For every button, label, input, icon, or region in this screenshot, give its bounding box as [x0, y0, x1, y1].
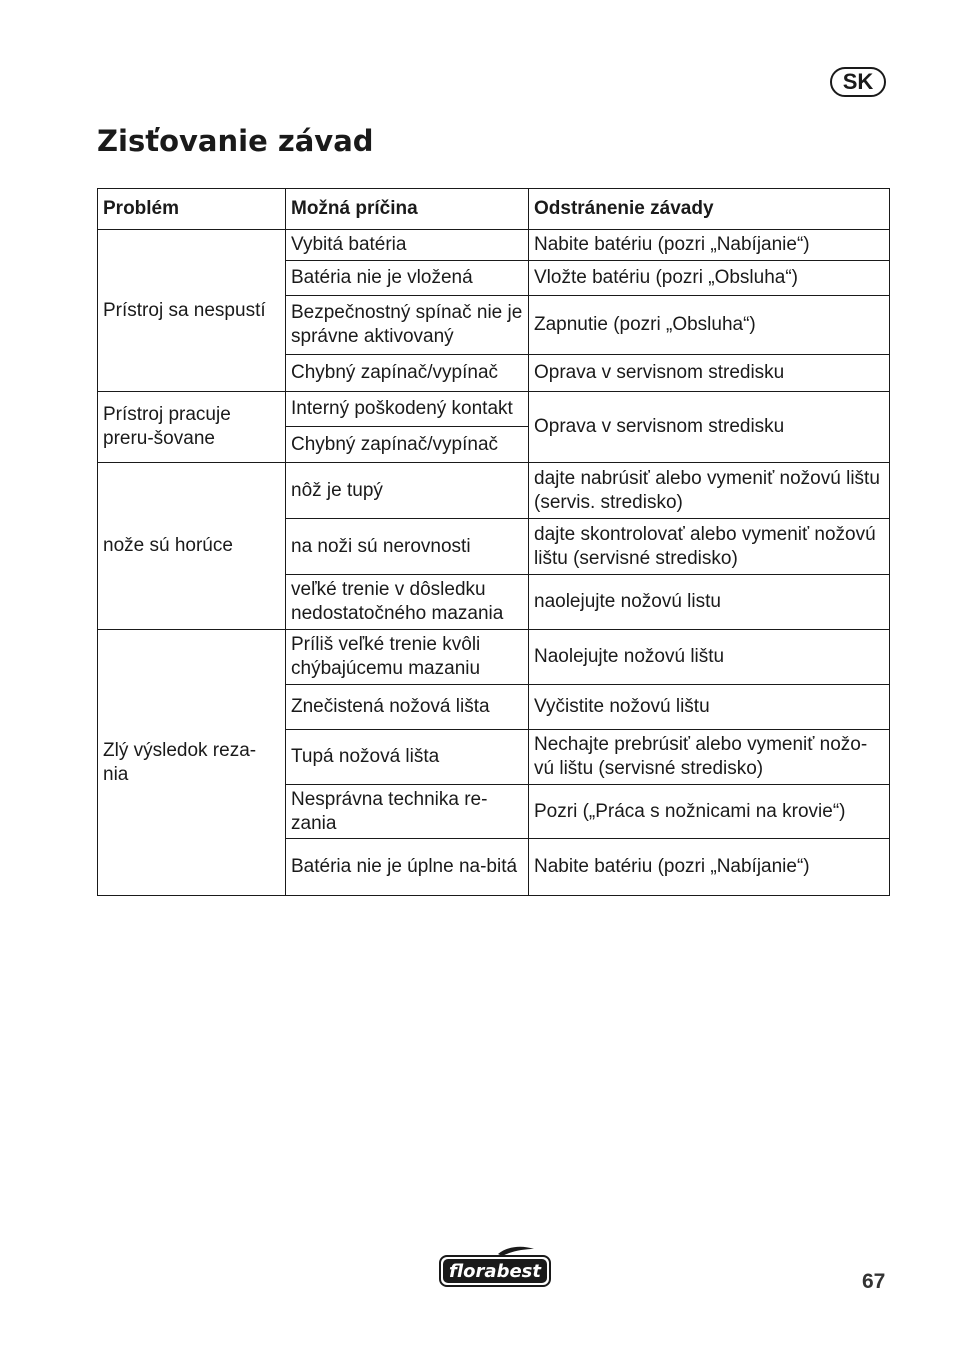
language-badge: SK [830, 67, 886, 97]
remedy-cell: Nechajte prebrúsiť alebo vymeniť nožo-vú lištu (servisné stredisko) [529, 730, 890, 785]
remedy-cell: Zapnutie (pozri „Obsluha“) [529, 296, 890, 355]
table-header-row [98, 189, 890, 230]
cause-cell: Interný poškodený kontakt [286, 392, 529, 427]
header-remedy: Odstránenie závady [529, 189, 890, 230]
cause-cell: Batéria nie je vložená [286, 261, 529, 296]
problem-cell: Prístroj sa nespustí [98, 230, 286, 392]
remedy-cell: Nabite batériu (pozri „Nabíjanie“) [529, 230, 890, 261]
cause-cell: Príliš veľké trenie kvôli chýbajúcemu mazaniu [286, 630, 529, 685]
troubleshooting-table [97, 188, 890, 896]
remedy-cell: Pozri („Práca s nožnicami na krovie“) [529, 785, 890, 839]
cause-cell: veľké trenie v dôsledku nedostatočného mazania [286, 575, 529, 630]
remedy-cell: dajte nabrúsiť alebo vymeniť nožovú lištu (servis. stredisko) [529, 463, 890, 519]
header-cause: Možná príčina [286, 189, 529, 230]
cause-cell: Chybný zapínač/vypínač [286, 427, 529, 463]
page-number: 67 [862, 1270, 886, 1293]
problem-cell: nože sú horúce [98, 463, 286, 630]
remedy-cell: Vložte batériu (pozri „Obsluha“) [529, 261, 890, 296]
cause-cell: na noži sú nerovnosti [286, 519, 529, 575]
cause-cell: Batéria nie je úplne na-bitá [286, 839, 529, 896]
page-title: Zisťovanie závad [97, 124, 374, 158]
remedy-cell: Naolejujte nožovú lištu [529, 630, 890, 685]
table-row [98, 230, 890, 261]
cause-cell: Znečistená nožová lišta [286, 685, 529, 730]
logo-text: florabest [449, 1261, 541, 1282]
remedy-cell: naolejujte nožovú listu [529, 575, 890, 630]
cause-cell: Chybný zapínač/vypínač [286, 355, 529, 392]
cause-cell: Bezpečnostný spínač nie je správne aktivovaný [286, 296, 529, 355]
remedy-cell: Oprava v servisnom stredisku [529, 355, 890, 392]
remedy-cell: Oprava v servisnom stredisku [529, 392, 890, 463]
table-row [98, 463, 890, 519]
header-problem: Problém [98, 189, 286, 230]
remedy-cell: Vyčistite nožovú lištu [529, 685, 890, 730]
cause-cell: Vybitá batéria [286, 230, 529, 261]
problem-cell: Zlý výsledok reza-nia [98, 630, 286, 896]
cause-cell: Nesprávna technika re-zania [286, 785, 529, 839]
remedy-cell: Nabite batériu (pozri „Nabíjanie“) [529, 839, 890, 896]
remedy-cell: dajte skontrolovať alebo vymeniť nožovú lištu (servisné stredisko) [529, 519, 890, 575]
table-row [98, 630, 890, 685]
cause-cell: nôž je tupý [286, 463, 529, 519]
problem-cell: Prístroj pracuje preru-šovane [98, 392, 286, 463]
cause-cell: Tupá nožová lišta [286, 730, 529, 785]
florabest-logo [438, 1246, 552, 1288]
table-row [98, 392, 890, 427]
